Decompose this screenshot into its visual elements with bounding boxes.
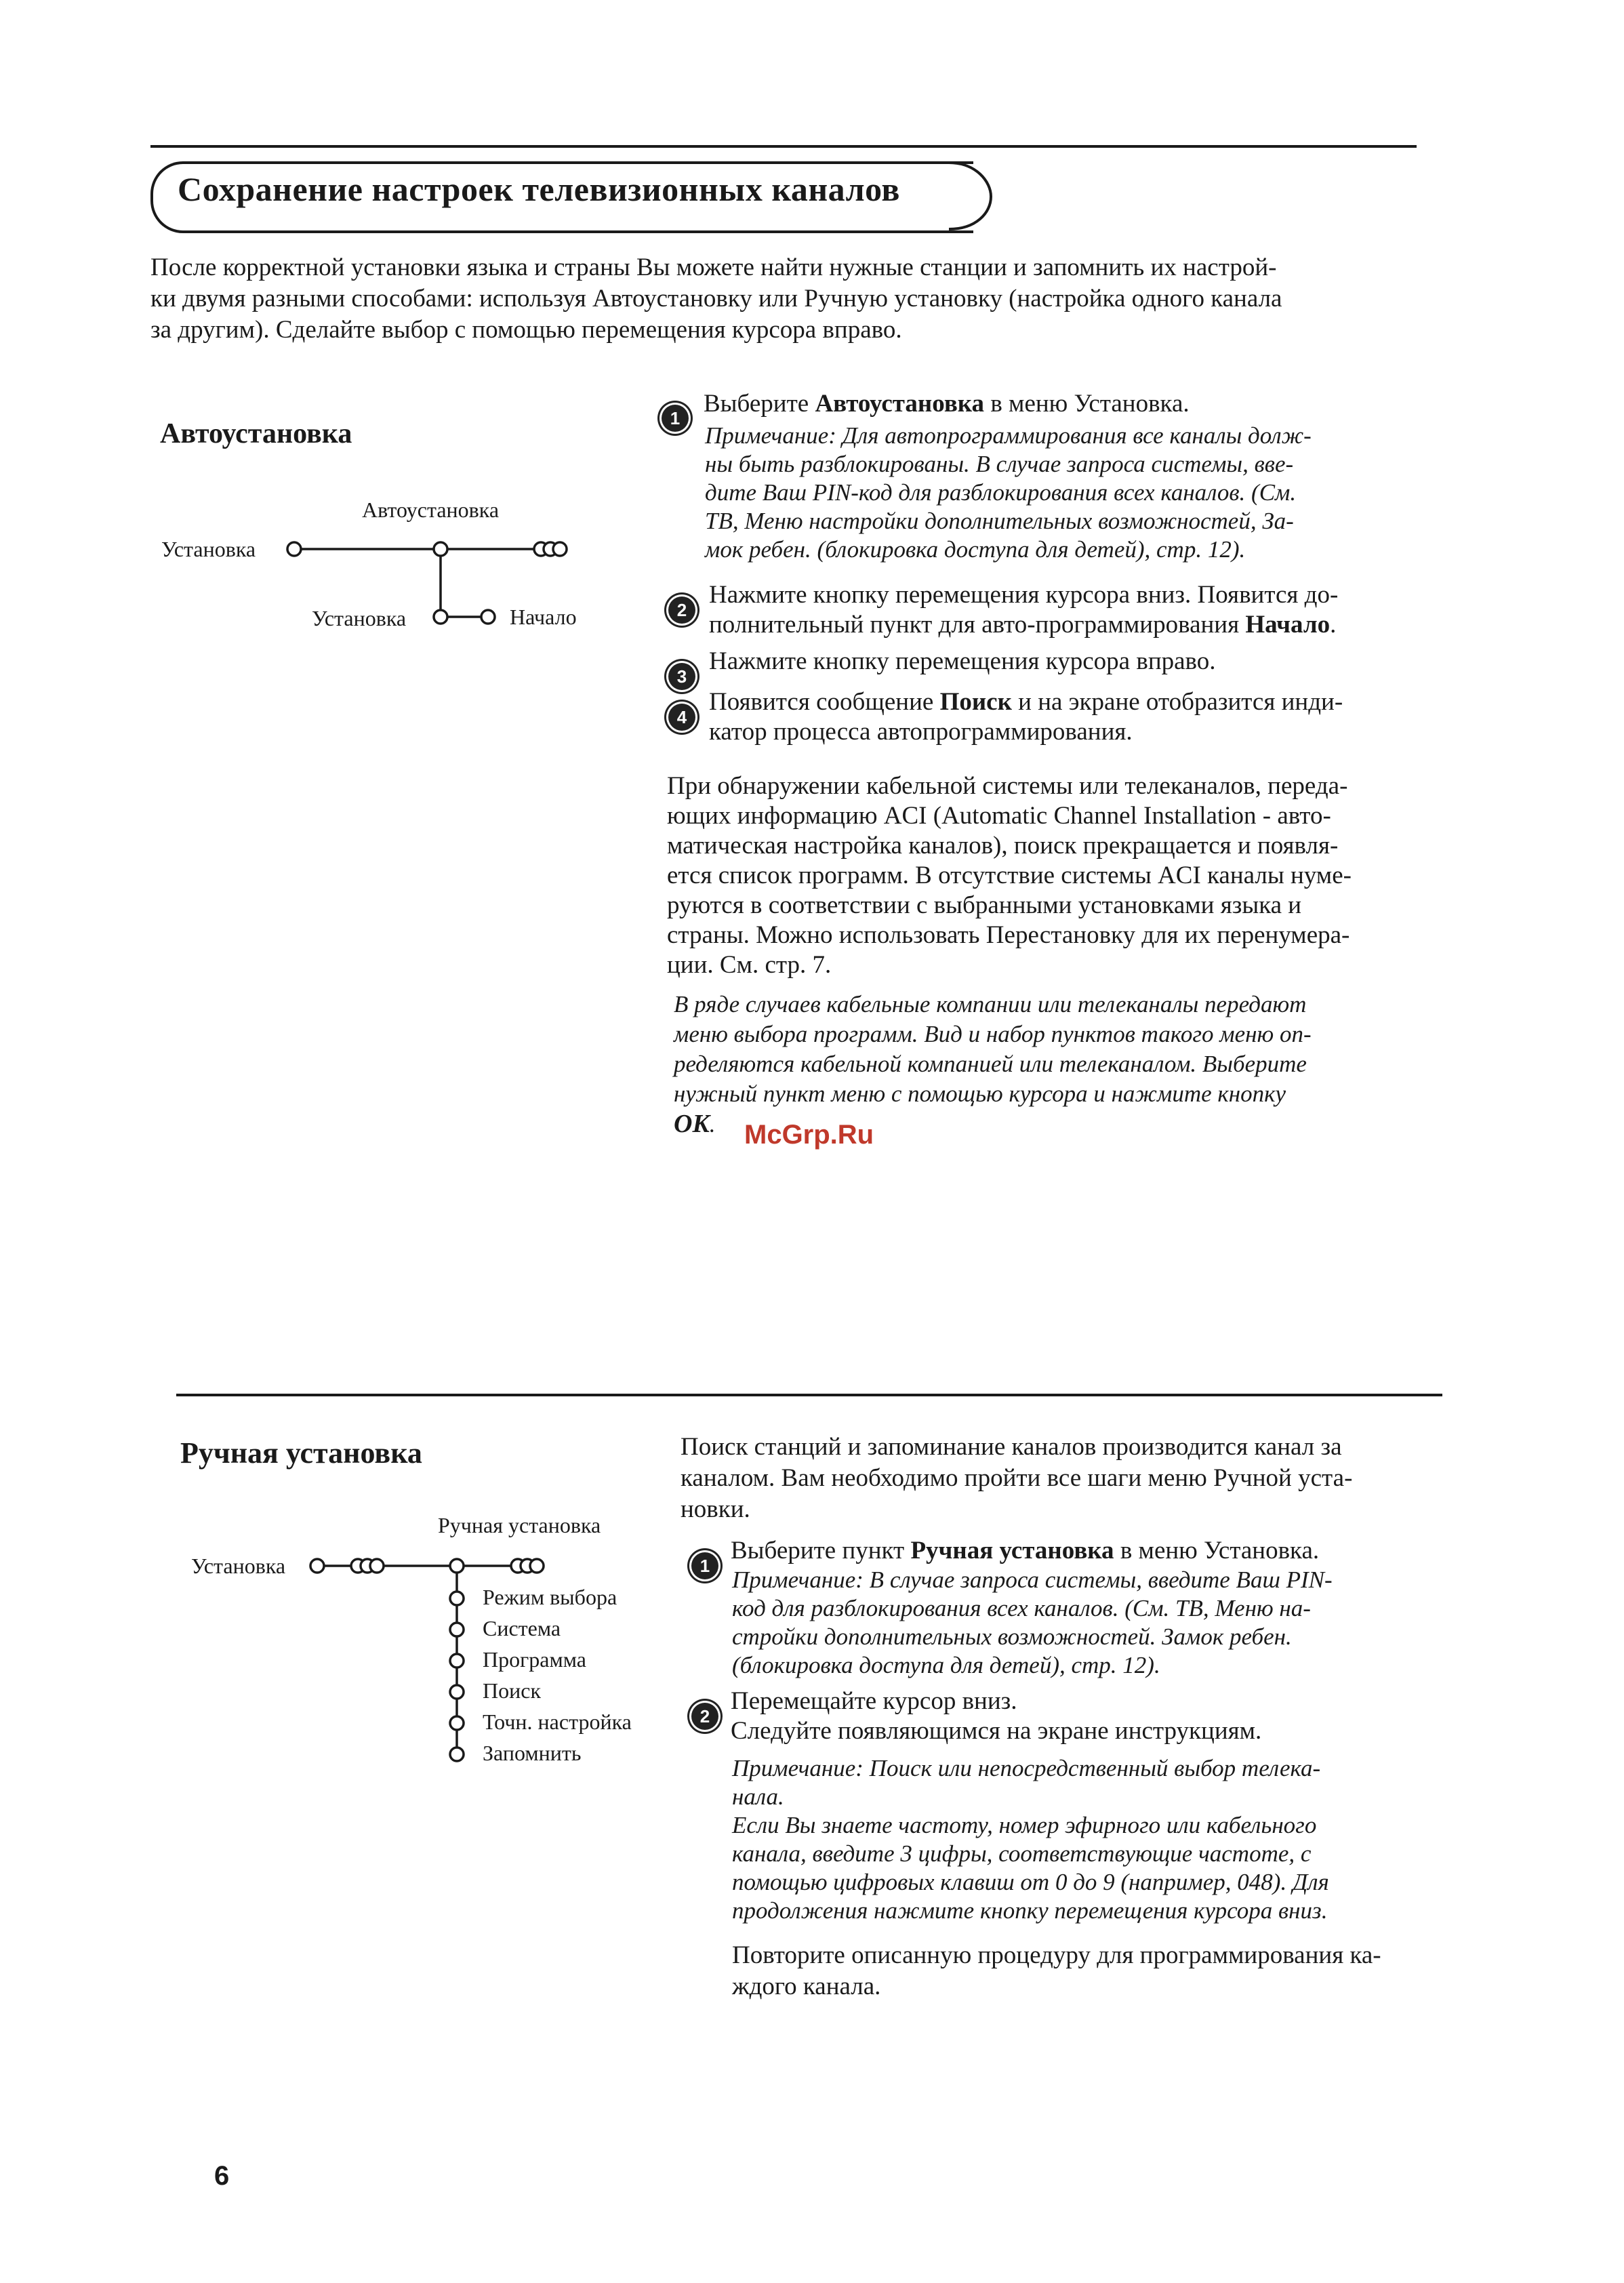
manual-diagram-item: Точн. настройка [483, 1710, 632, 1734]
manual-diagram-branch: Ручная установка [438, 1513, 601, 1537]
intro-line: за другим). Сделайте выбор с помощью перемещения курсора вправо. [150, 316, 902, 344]
cable-menu-paragraph: В ряде случаев кабельные компании или телеканалы передают меню выбора программ. Вид и набор пунктов такого меню оп- ределяются кабельной компанией или телеканалом. Выберите нужный пункт меню с помощью курсора и нажмите кнопку OK. [674, 991, 1312, 1138]
step-number-badge: 2 [691, 1703, 718, 1730]
aci-paragraph: При обнаружении кабельной системы или телеканалов, переда- ющих информацию ACI (Automatic Channel Installation - авто- матическая настройка каналов), поиск прекращается и появля- ется список программ. В отсутствие системы ACI каналы нуме- руются в соответствии с выбранными установками языка и страны. Можно использовать Перестановку для их перенумера- ции. См. стр. 7. [667, 772, 1352, 979]
manual-diagram-item: Программа [483, 1647, 586, 1672]
auto-diagram-branch: Автоустановка [362, 498, 500, 522]
page-number: 6 [214, 2161, 230, 2191]
section-rule [176, 1394, 1442, 1396]
page-title: Сохранение настроек телевизионных каналов [178, 170, 900, 208]
step-number-badge: 3 [668, 663, 695, 690]
manual-diagram-item: Система [483, 1616, 561, 1640]
auto-step-4: Появится сообщение Поиск и на экране отобразится инди- катор процесса автопрограммирования. [709, 688, 1343, 746]
top-rule [150, 145, 1417, 148]
step-number-badge: 1 [691, 1552, 718, 1579]
auto-note: Примечание: Для автопрограммирования все каналы долж- ны быть разблокированы. В случае запроса системы, вве- дите Ваш PIN-код для разблокирования всех каналов. (См. ТВ, Меню настройки дополнительных возможностей, За- мок ребен. (блокировка доступа для детей), стр. 12). [705, 422, 1312, 563]
auto-step-3: Нажмите кнопку перемещения курсора вправо. [709, 647, 1216, 675]
manual-note-2: Примечание: Поиск или непосредственный выбор телека- нала. Если Вы знаете частоту, номер эфирного или кабельного канала, введите 3 цифры, соответствующие частоте, с помощью цифровых клавиш от 0 до 9 (например, 048). Для продолжения нажмите кнопку перемещения курсора вниз. [732, 1755, 1329, 1924]
intro-paragraph [150, 252, 1425, 346]
auto-heading: Автоустановка [160, 418, 352, 449]
auto-step-1: Выберите Автоустановка в меню Установка. [704, 390, 1190, 418]
ok-key-label: OK [674, 1110, 710, 1138]
auto-diagram-sub-right: Начало [510, 605, 577, 629]
step-number-badge: 1 [662, 405, 689, 432]
manual-step-2: Перемещайте курсор вниз. Следуйте появляющимся на экране инструкциям. [731, 1687, 1262, 1745]
step-number-badge: 2 [668, 597, 695, 624]
manual-diagram-root: Установка [191, 1554, 286, 1578]
step-number-badge: 4 [668, 704, 695, 731]
intro-line: После корректной установки языка и страны Вы можете найти нужные станции и запомнить их настрой- [150, 254, 1277, 281]
manual-heading: Ручная установка [180, 1436, 422, 1470]
manual-diagram-item: Поиск [483, 1678, 541, 1703]
intro-line: ки двумя разными способами: используя Автоустановку или Ручную установку (настройка одного канала [150, 285, 1282, 312]
auto-diagram-root: Установка [161, 537, 256, 561]
auto-step-2: Нажмите кнопку перемещения курсора вниз. Появится до- полнительный пункт для авто-программирования Начало. [709, 581, 1339, 639]
manual-diagram-item: Режим выбора [483, 1585, 617, 1609]
manual-diagram-item: Запомнить [483, 1741, 582, 1765]
auto-diagram-sub-left: Установка [312, 606, 407, 630]
repeat-paragraph: Повторите описанную процедуру для программирования ка- ждого канала. [732, 1941, 1381, 2000]
manual-step-1: Выберите пункт Ручная установка в меню Установка. [731, 1537, 1320, 1564]
title-frame-right-arc [949, 161, 1003, 236]
manual-intro: Поиск станций и запоминание каналов производится канал за каналом. Вам необходимо пройти все шаги меню Ручной уста- новки. [681, 1433, 1353, 1523]
manual-note-1: Примечание: В случае запроса системы, введите Ваш PIN- код для разблокирования всех каналов. (См. ТВ, Меню на- стройки дополнительных возможностей. Замок ребен. (блокировка доступа для детей), стр. 12). [732, 1567, 1333, 1678]
watermark: McGrp.Ru [744, 1120, 874, 1150]
